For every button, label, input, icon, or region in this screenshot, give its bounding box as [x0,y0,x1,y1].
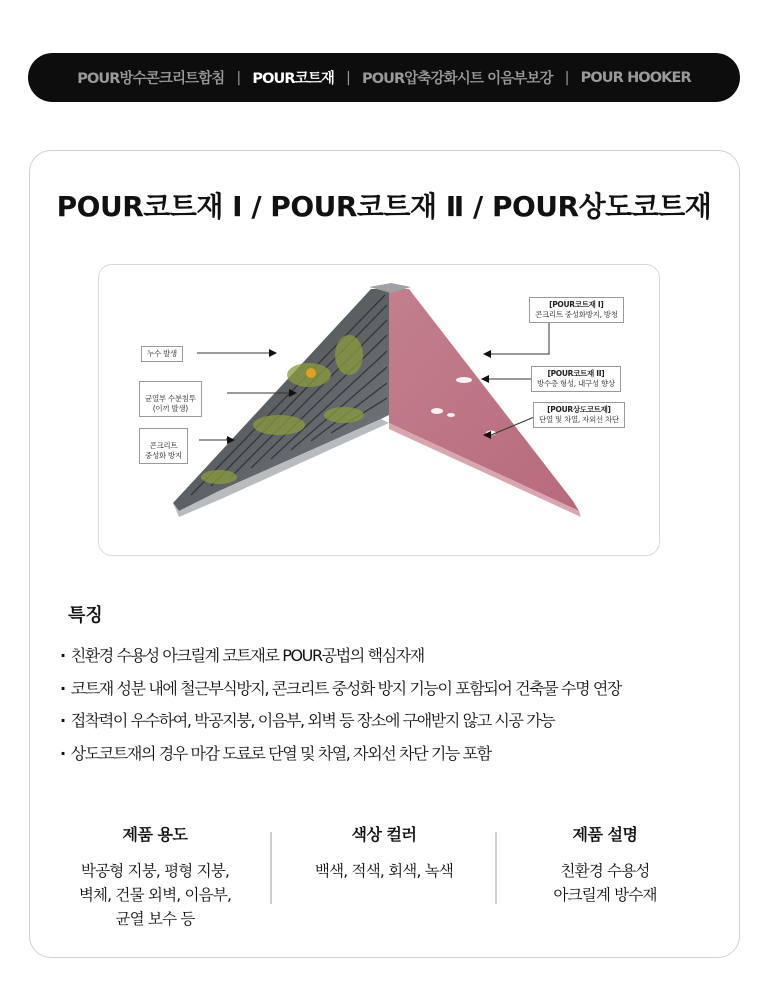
feature-item: · 친환경 수용성 아크릴계 코트재로 POUR공법의 핵심자재 [60,640,720,673]
label-leak: 누수 발생 [141,346,183,362]
features-list [60,640,720,770]
plant-icon [306,368,316,378]
nav-item-pour-concrete-impregnation[interactable]: POUR방수콘크리트함침 [77,71,225,87]
nav-item-pour-coating[interactable]: POUR코트재 [252,71,334,87]
info-product-usage [60,822,250,931]
roof-illustration [98,264,660,556]
nav-separator: | [346,69,350,86]
info-heading: 색상 컬러 [351,825,417,844]
label-crack-moisture: 균열부 수분침투 (이끼 발생) [139,381,202,417]
feature-item: · 상도코트재의 경우 마감 도료로 단열 및 차열, 자외선 차단 기능 포함 [60,738,720,771]
info-product-description [510,822,700,907]
feature-item: · 접착력이 우수하여, 박공지붕, 이음부, 외벽 등 장소에 구애받지 않고 시공 가능 [60,705,720,738]
info-body: 친환경 수용성 아크릴계 방수재 [553,862,657,904]
features-title: 특징 [68,605,103,626]
info-heading: 제품 용도 [122,825,188,844]
label-pour-coating-2: [POUR코트재 II] 방수층 형성, 내구성 향상 [531,366,621,392]
label-pour-top-coating: [POUR상도코트재] 단열 및 차열, 자외선 차단 [533,402,625,428]
nav-item-pour-hooker[interactable]: POUR HOOKER [580,69,691,86]
info-colors [284,822,484,883]
info-divider [495,832,497,904]
nav-item-pour-compression-sheet[interactable]: POUR압축강화시트 이음부보강 [362,71,553,87]
product-title: POUR코트재 Ⅰ / POUR코트재 Ⅱ / POUR상도코트재 [56,190,712,223]
feature-item: · 코트재 성분 내에 철근부식방지, 콘크리트 중성화 방지 기능이 포함되어 건축물 수명 연장 [60,673,720,706]
nav-separator: | [564,69,569,86]
info-body: 박공형 지붕, 평형 지붕, 벽체, 건물 외벽, 이음부, 균열 보수 등 [78,862,232,928]
label-neutralization: 콘크리트 중성화 방지 [139,428,188,464]
nav-separator: | [236,69,241,86]
info-heading: 제품 설명 [572,825,638,844]
info-body: 백색, 적색, 회색, 녹색 [314,862,454,880]
top-nav [28,53,740,102]
info-divider [270,832,272,904]
label-pour-coating-1: [POUR코트재 I] 콘크리트 중성화방지, 방청 [529,297,624,323]
